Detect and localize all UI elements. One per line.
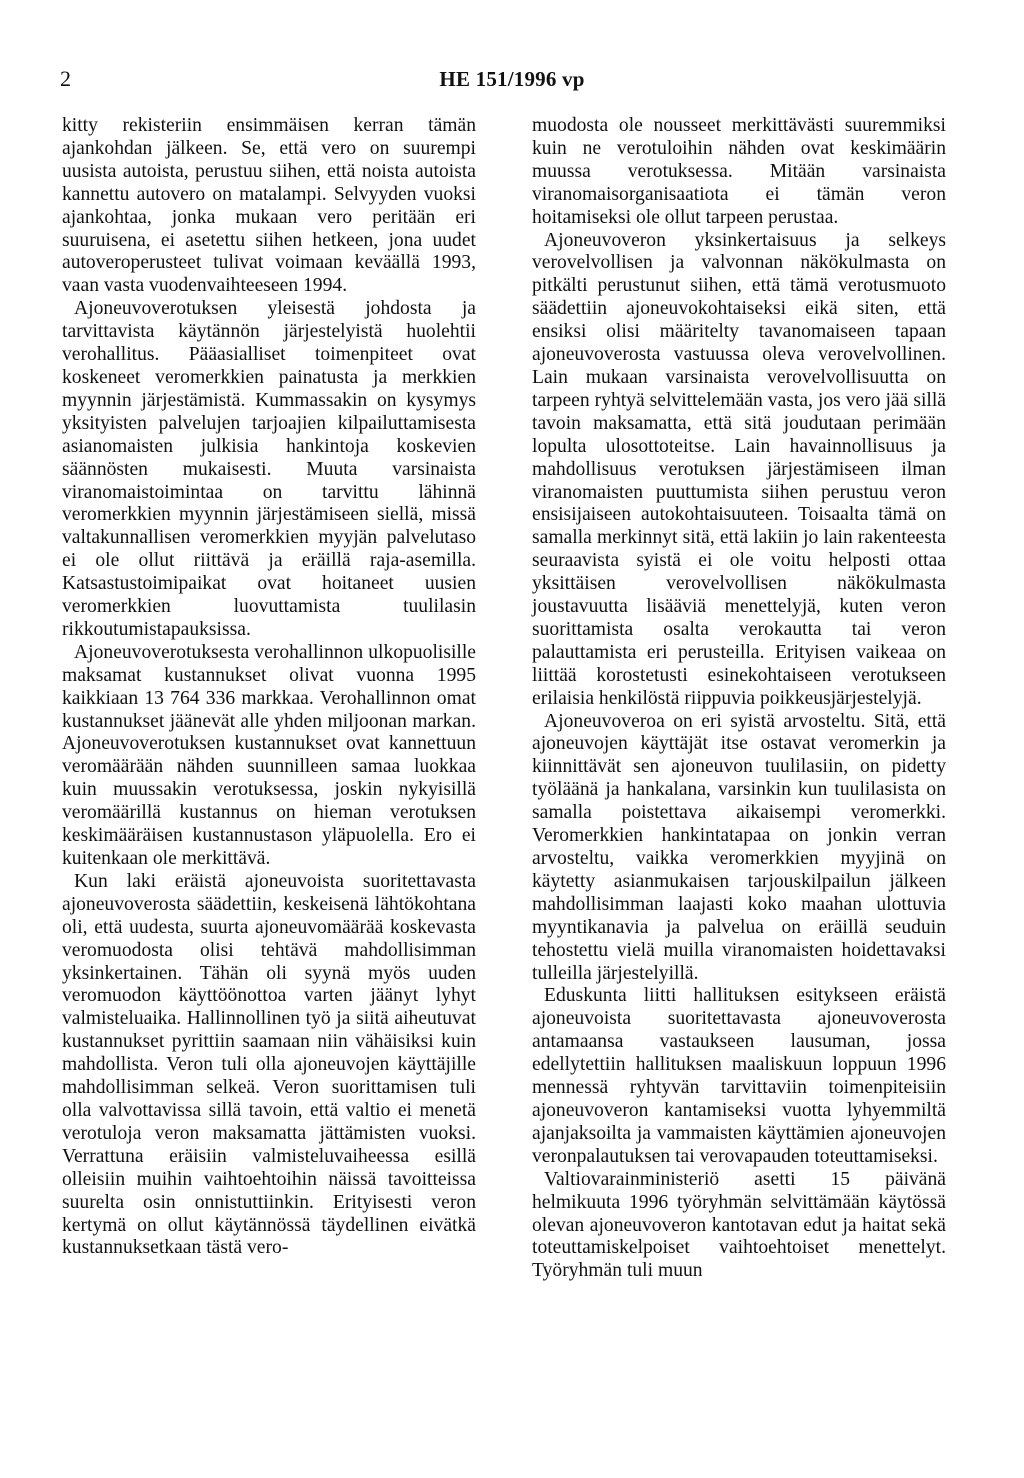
paragraph: Kun laki eräistä ajoneuvoista suoritettavasta ajoneuvoverosta säädettiin, keskeisenä lähtökohtana oli, että uudesta, suurta ajoneuvomäärää koskevasta veromuodosta olisi tehtävä mahdollisimman yksinkertainen. Tähän oli syynä myös uuden veromuodon käyttöönottoa varten jäänyt lyhyt valmisteluaika. Hallinnollinen työ ja siitä aiheutuvat kustannukset pyrittiin saamaan niin vähäisiksi kuin mahdollista. Veron tuli olla ajoneuvojen käyttäjille mahdollisimman selkeä. Veron suorittamisen tuli olla valvottavissa sillä tavoin, että valtio ei menetä verotuloja veron maksamatta jättämisten vuoksi. Verrattuna eräisiin valmisteluvaiheessa esillä olleisiin muihin vaihtoehtoihin näissä tavoitteissa suurelta osin onnistuttiinkin. Erityisesti veron kertymä on ollut käytännössä täydellinen eivätkä kustannuksetkaan tästä vero- [62,870,476,1259]
paragraph: Valtiovarainministeriö asetti 15 päivänä helmikuuta 1996 työryhmän selvittämään käytössä olevan ajoneuvoveron kantotavan edut ja haitat sekä toteuttamiskelpoiset vaihtoehtoiset menettelyt. Työryhmän tuli muun [532,1168,946,1282]
right-column [532,115,946,1283]
page-number: 2 [60,66,71,91]
document-id: HE 151/1996 vp [439,67,585,91]
page-header [0,0,1024,100]
paragraph: muodosta ole nousseet merkittävästi suuremmiksi kuin ne verotuloihin nähden ovat keskimäärin muussa verotuksessa. Mitään varsinaista viranomaisorganisaatiota ei tämän veron hoitamiseksi ole ollut tarpeen perustaa. [532,115,946,228]
paragraph: Ajoneuvoveron yksinkertaisuus ja selkeys verovelvollisen ja valvonnan näkökulmasta on pitkälti perustunut siihen, että tämä verotusmuoto säädettiin ajoneuvokohtaiseksi eikä siten, että ensiksi olisi määritelty tavanomaiseen tapaan ajoneuvoverosta vastuussa oleva verovelvollinen. Lain mukaan varsinaista verovelvollisuutta on tarpeen ryhtyä selvittelemään vasta, jos vero jää sillä tavoin maksamatta, että sitä joudutaan perimään lopulta ulosottoteitse. Lain havainnollisuus ja mahdollisuus verotuksen järjestämiseen ilman viranomaisten puuttumista siihen perustuu veron ensisijaiseen autokohtaisuuteen. Toisaalta tämä on samalla merkinnyt sitä, että lakiin jo lain rakenteesta seuraavista syistä ei ole voitu helposti ottaa yksittäisen verovelvollisen näkökulmasta joustavuutta lisääviä menettelyjä, kuten veron suorittamista osalta verokautta tai veron palauttamista eri perusteilla. Erityisen vaikeaa on liittää korostetusti esinekohtaiseen verotukseen erilaisia henkilöstä riippuvia poikkeusjärjestelyjä. [532,229,946,709]
paragraph: Ajoneuvoverotuksen yleisestä johdosta ja tarvittavista käytännön järjestelyistä huolehtii verohallitus. Pääasialliset toimenpiteet ovat koskeneet veromerkkien painatusta ja merkkien myynnin järjestämistä. Kummassakin on kysymys yksityisten palvelujen tarjoajien kilpailuttamisesta asianomaisten julkisia hankintoja koskevien säännösten mukaisesti. Muuta varsinaista viranomaistoimintaa on tarvittu lähinnä veromerkkien myynnin järjestämiseen siellä, missä valtakunnallisen veromerkkien myyjän palvelutaso ei ole ollut riittävä ja eräillä raja-asemilla. Katsastustoimipaikat ovat hoitaneet uusien veromerkkien luovuttamista tuulilasin rikkoutumistapauksissa. [62,298,476,640]
paragraph: Ajoneuvoveroa on eri syistä arvosteltu. Sitä, että ajoneuvojen käyttäjät itse ostavat veromerkin ja kiinnittävät sen ajoneuvon tuulilasiin, on pidetty työläänä ja hankalana, varsinkin kun tuulilasista on samalla poistettava aikaisempi veromerkki. Veromerkkien hankintatapaa on jonkin verran arvosteltu, vaikka veromerkkien myyjinä on käytetty asianmukaisen tarjouskilpailun jälkeen mahdollisimman laajasti koko maahan ulottuvia myyntikanavia ja palvelua on eräillä seuduin tehostettu vielä muilla viranomaisten hoidettavaksi tulleilla järjestelyillä. [532,710,946,984]
left-column [62,115,476,1260]
paragraph: Eduskunta liitti hallituksen esitykseen eräistä ajoneuvoista suoritettavasta ajoneuvoverosta antamaansa vastaukseen lausuman, jossa edellytettiin hallituksen maaliskuun loppuun 1996 mennessä ryhtyvän tarvittaviin toimenpiteisiin ajoneuvoveron kantamiseksi vuotta lyhyemmiltä ajanjaksoilta ja vammaisten käyttämien ajoneuvojen veronpalautuksen tai verovapauden toteuttamiseksi. [532,985,946,1167]
paragraph: Ajoneuvoverotuksesta verohallinnon ulkopuolisille maksamat kustannukset olivat vuonna 1995 kaikkiaan 13 764 336 markkaa. Verohallinnon omat kustannukset jäänevät alle yhden miljoonan markan. Ajoneuvoverotuksen kustannukset ovat kannettuun veromäärään nähden suunnilleen samaa luokkaa kuin muussakin verotuksessa, joskin nykyisillä veromäärillä kustannus on hieman verotuksen keskimääräisen kustannustason yläpuolella. Ero ei kuitenkaan ole merkittävä. [62,641,476,869]
paragraph: kitty rekisteriin ensimmäisen kerran tämän ajankohdan jälkeen. Se, että vero on suurempi uusista autoista, perustuu siihen, että noista autoista kannettu autovero on matalampi. Selvyyden vuoksi ajankohtaa, jonka mukaan vero peritään eri suuruisena, ei asetettu siihen hetkeen, jona uudet autoveroperusteet tulivat voimaan keväällä 1993, vaan vasta vuodenvaihteeseen 1994. [62,115,476,297]
